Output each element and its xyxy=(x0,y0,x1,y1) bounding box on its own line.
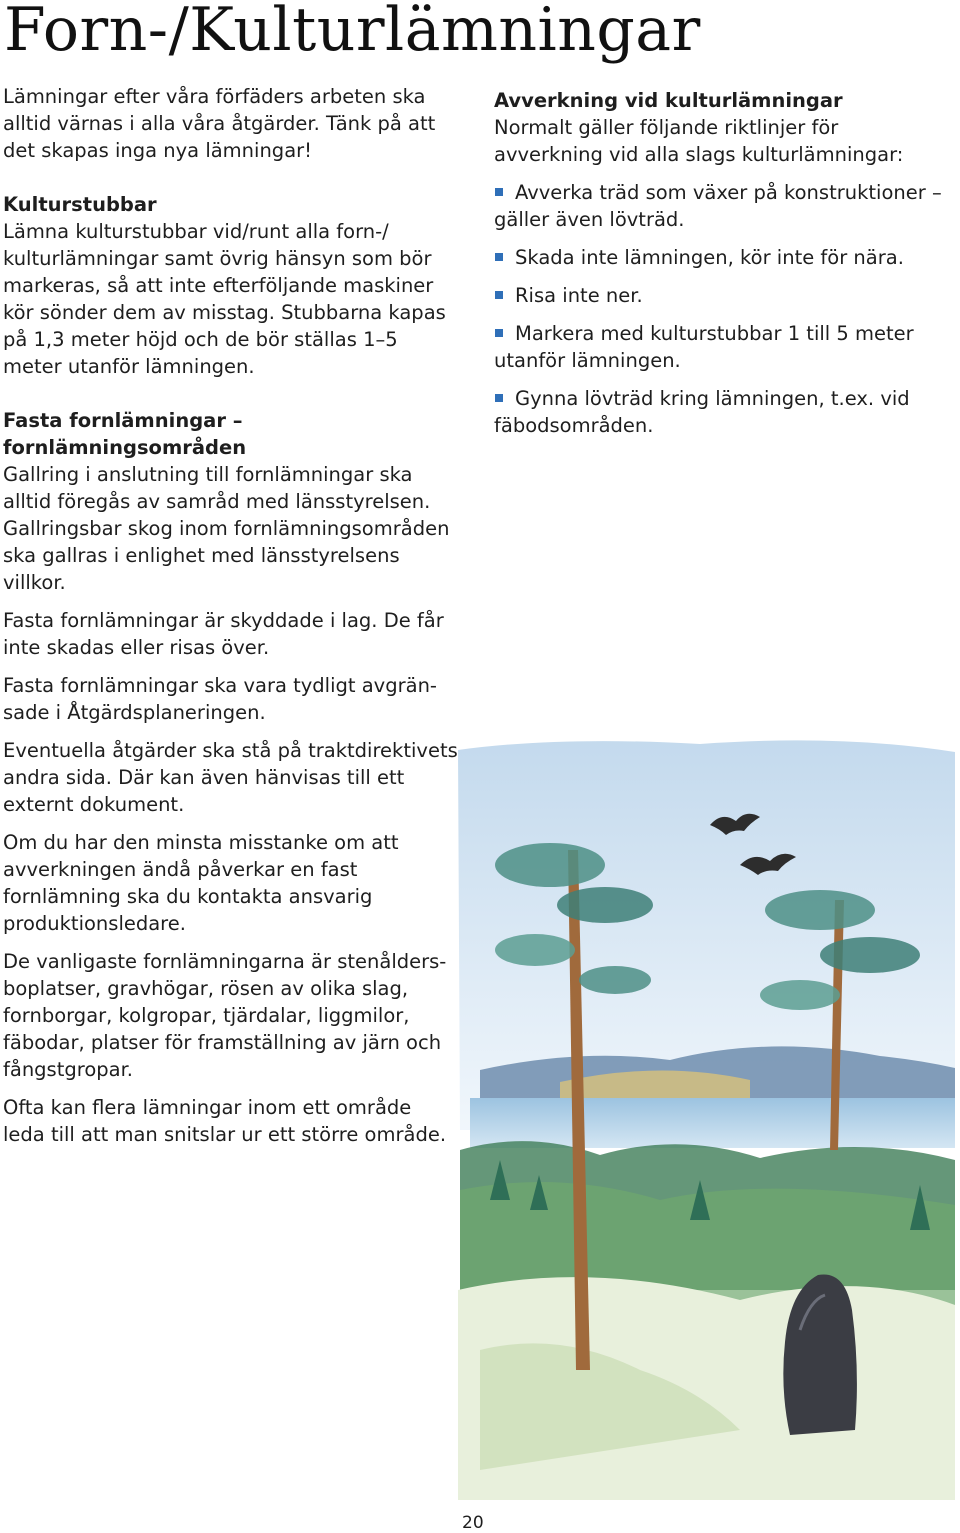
left-column xyxy=(3,83,458,1148)
paragraph-avgransade: Fasta fornlämningar ska vara tydligt avgrän-sade i Åtgärdsplaneringen. xyxy=(3,674,437,724)
paragraph-misstanke: Om du har den minsta misstanke om att avverkningen ändå påverkar en fast fornlämning ska du kontakta ansvarig produktionsledare. xyxy=(3,831,399,935)
paragraph-skyddade: Fasta fornlämningar är skyddade i lag. De får inte skadas eller risas över. xyxy=(3,609,444,659)
square-bullet-icon xyxy=(495,394,503,402)
avverkning-heading: Avverkning vid kulturlämningar xyxy=(494,89,843,112)
paragraph-snitslar: Ofta kan flera lämningar inom ett område leda till att man snitslar ur ett större område. xyxy=(3,1096,447,1146)
guidelines-list xyxy=(494,179,944,439)
square-bullet-icon xyxy=(495,329,503,337)
list-item: Avverka träd som växer på konstruktioner – gäller även lövträd. xyxy=(494,181,942,231)
list-item: Markera med kulturstubbar 1 till 5 meter utanför lämningen. xyxy=(494,322,914,372)
list-item: Risa inte ner. xyxy=(494,282,944,309)
intro-paragraph: Lämningar efter våra förfäders arbeten ska alltid värnas i alla våra åtgärder. Tänk på att det skapas inga nya lämningar! xyxy=(3,85,436,162)
avverkning-intro: Normalt gäller följande riktlinjer för avverkning vid alla slags kulturlämningar: xyxy=(494,116,904,166)
right-column xyxy=(494,87,944,450)
square-bullet-icon xyxy=(495,291,503,299)
paragraph-vanligaste: De vanligaste fornlämningarna är stenålders-boplatser, gravhögar, rösen av olika slag, fornborgar, kolgropar, tjärdalar, liggmilor, fäbodar, platser för framställning av järn och fångstgropar. xyxy=(3,950,447,1081)
kulturstubbar-heading: Kulturstubbar xyxy=(3,193,157,216)
page-number: 20 xyxy=(462,1513,484,1533)
square-bullet-icon xyxy=(495,253,503,261)
page-title: Forn-/Kulturlämningar xyxy=(4,0,701,65)
landscape-illustration xyxy=(440,730,960,1510)
fasta-fornlamningar-heading: Fasta fornlämningar – fornlämningsområden xyxy=(3,409,247,459)
kulturstubbar-text: Lämna kulturstubbar vid/runt alla forn-/ kulturlämningar samt övrig hänsyn som bör markeras, så att inte efterföljande maskiner kör sönder dem av misstag. Stubbarna kapas på 1,3 meter höjd och de bör ställas 1–5 meter utanför lämningen. xyxy=(3,220,446,378)
square-bullet-icon xyxy=(495,188,503,196)
list-item: Gynna lövträd kring lämningen, t.ex. vid fäbodsområden. xyxy=(494,387,910,437)
paragraph-traktdirektiv: Eventuella åtgärder ska stå på traktdirektivets andra sida. Där kan även hänvisas till ett externt dokument. xyxy=(3,739,458,816)
fasta-fornlamningar-text: Gallring i anslutning till fornlämningar ska alltid föregås av samråd med länsstyrelsen. Gallringsbar skog inom fornlämningsområden ska gallras i enlighet med länsstyrelsens villkor. xyxy=(3,463,450,594)
list-item: Skada inte lämningen, kör inte för nära. xyxy=(494,244,944,271)
watercolor-landscape-icon xyxy=(440,730,960,1510)
